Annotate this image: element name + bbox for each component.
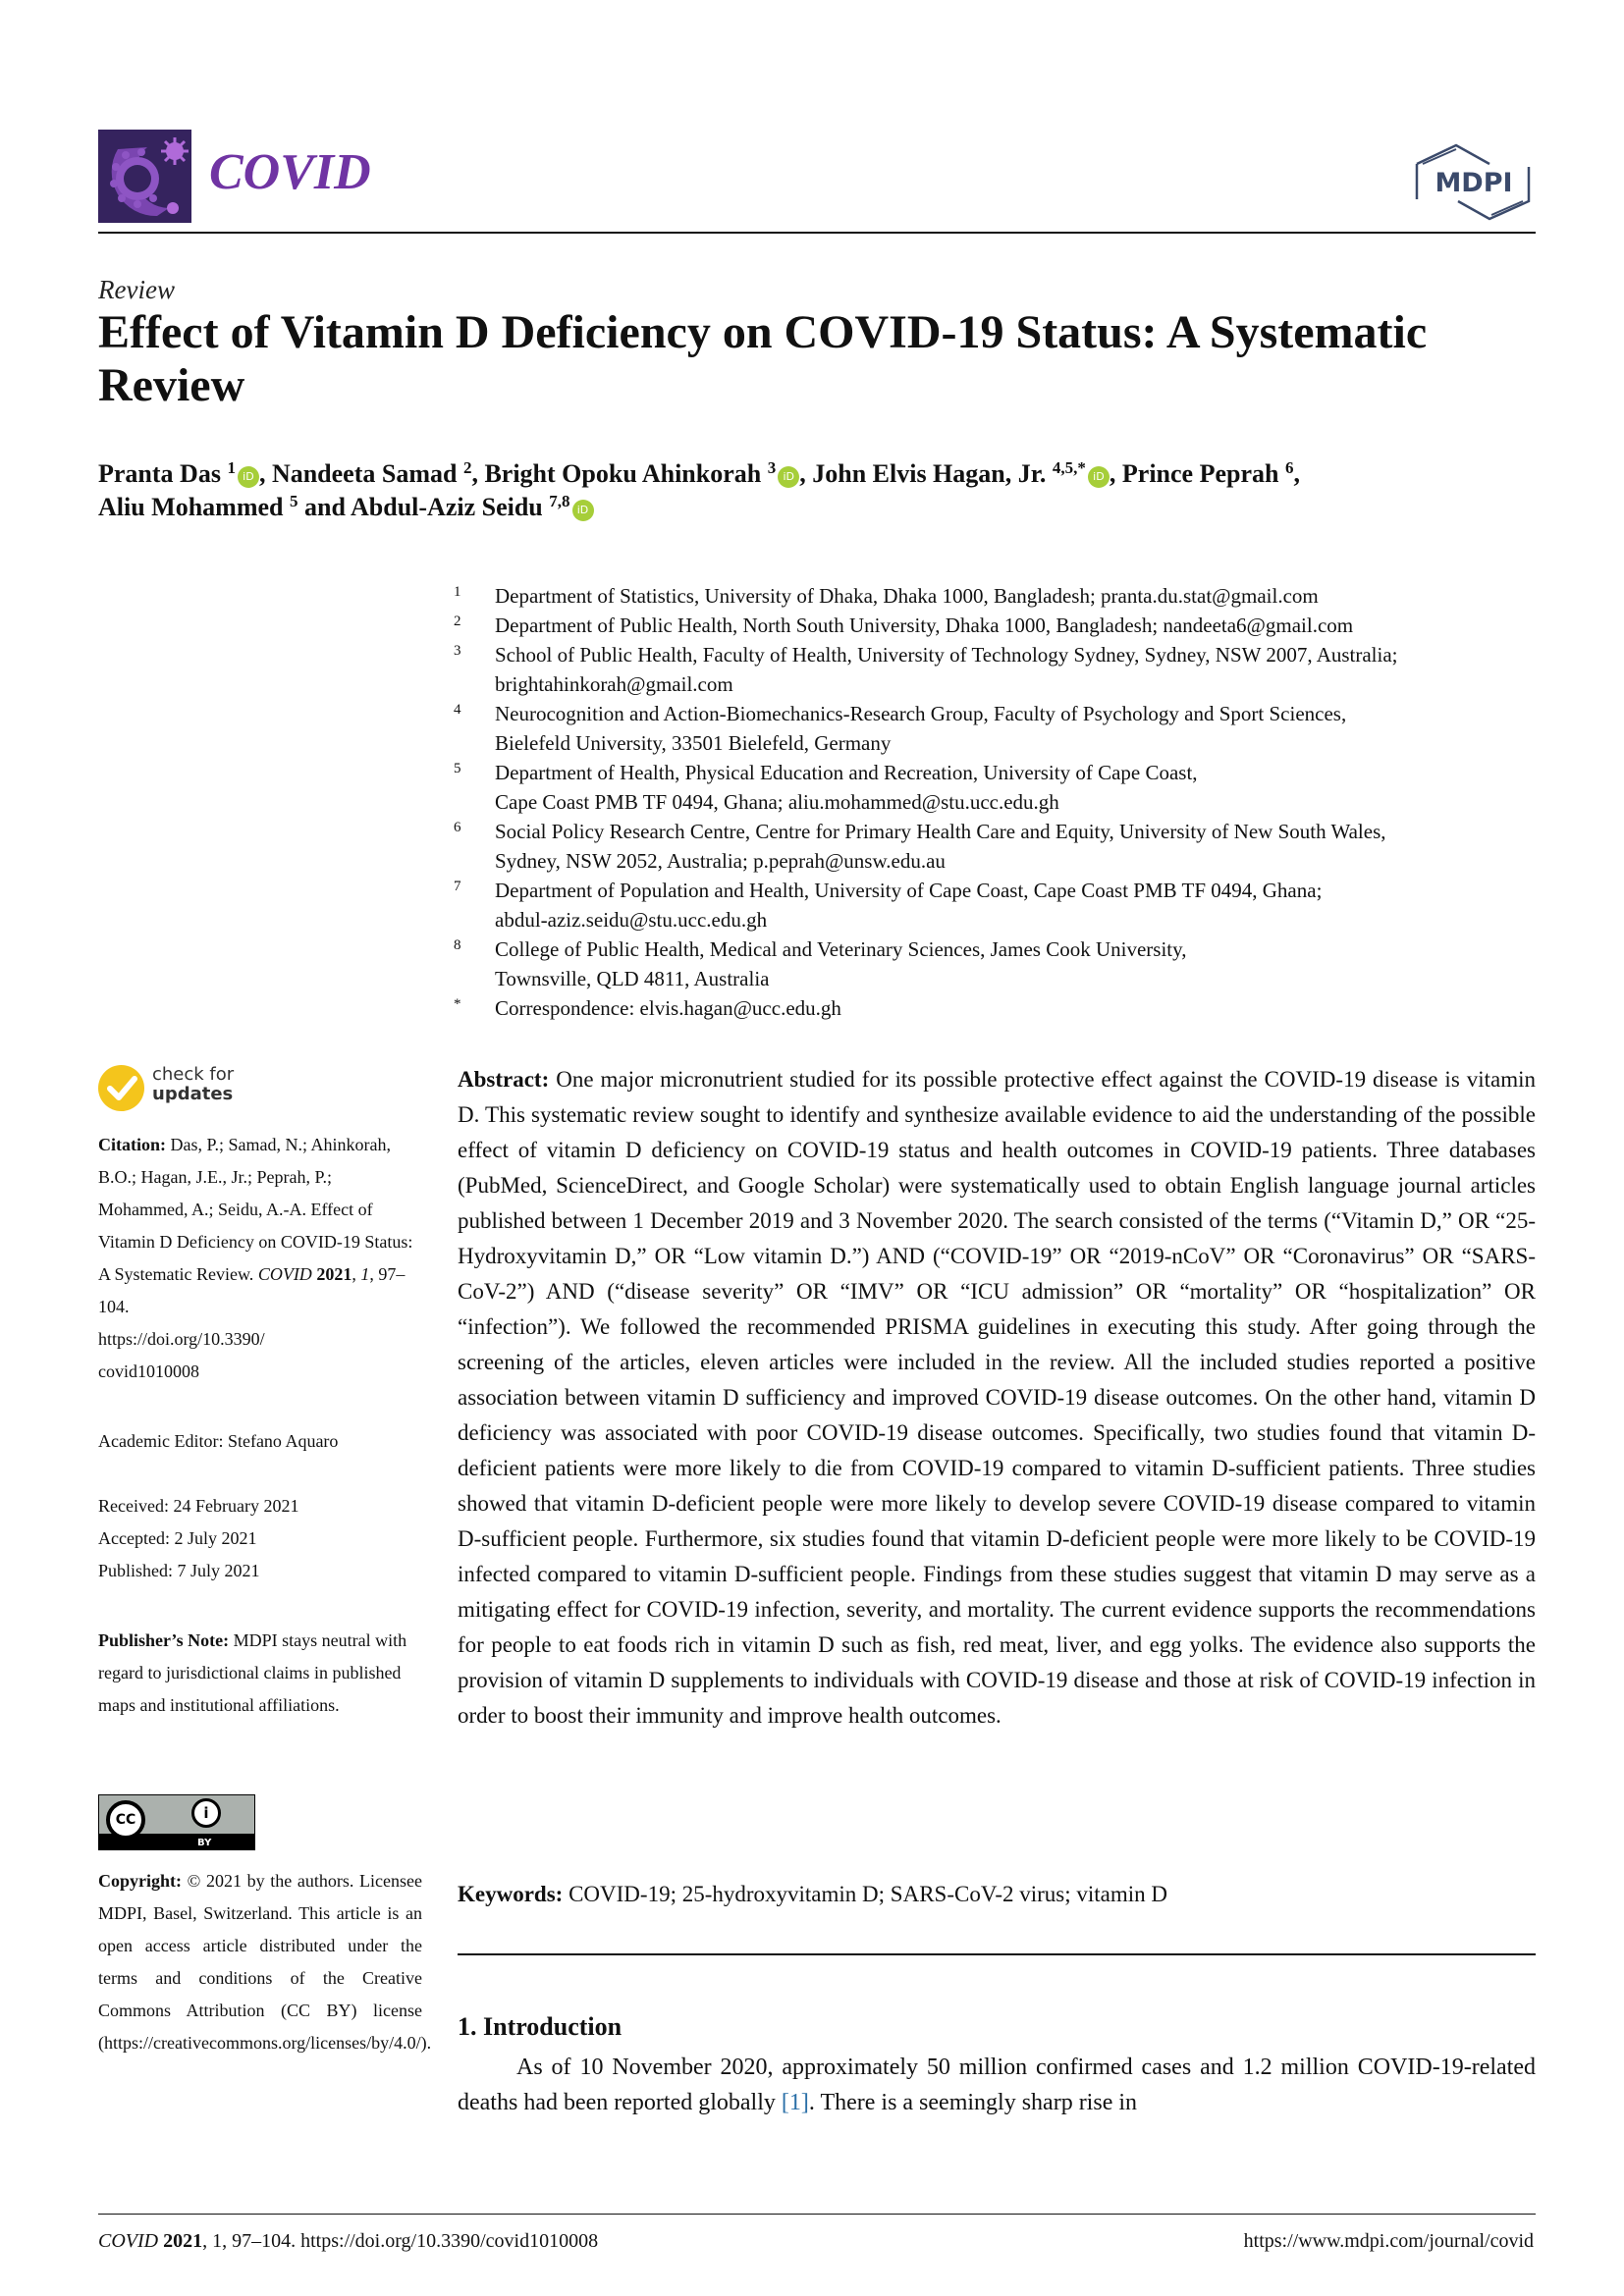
header-rule <box>98 232 1536 234</box>
published-date: Published: 7 July 2021 <box>98 1561 260 1580</box>
affiliation: 2 Department of Public Health, North South University, Dhaka 1000, Bangladesh; nandeeta6@gmail.com <box>454 614 1354 637</box>
affiliation: 7 Department of Population and Health, University of Cape Coast, Cape Coast PMB TF 0494, Ghana; abdul-aziz.seidu@stu.ucc.edu.gh <box>454 879 1323 932</box>
mdpi-hexagon-icon <box>1409 142 1537 221</box>
author[interactable]: John Elvis Hagan, Jr. $^{4,5,*}$ iD <box>812 459 1110 488</box>
orcid-icon[interactable]: iD <box>238 466 259 488</box>
keywords: Keywords: COVID-19; 25-hydroxyvitamin D; SARS-CoV-2 virus; vitamin D <box>458 1882 1168 1906</box>
author[interactable]: Aliu Mohammed $^5$ <box>98 492 298 521</box>
author-list <box>98 457 1542 524</box>
correspondence: * Correspondence: elvis.hagan@ucc.edu.gh <box>454 996 841 1020</box>
orcid-icon[interactable]: iD <box>572 500 594 521</box>
affiliations <box>454 581 1543 1023</box>
author[interactable]: Nandeeta Samad $^2$ <box>271 458 472 488</box>
footer-citation: COVID 2021, 1, 97–104. https://doi.org/10.3390/covid1010008 <box>98 2230 599 2252</box>
academic-editor: Academic Editor: Stefano Aquaro <box>98 1431 339 1451</box>
section-heading: 1. Introduction <box>458 2012 623 2041</box>
svg-text:MDPI: MDPI <box>1435 168 1513 198</box>
journal-logo <box>98 130 191 223</box>
virus-logo-icon <box>98 130 191 223</box>
dates <box>98 1490 422 1587</box>
affiliation: 3 School of Public Health, Faculty of Health, University of Technology Sydney, Sydney, NSW 2007, Australia; brightahinkorah@gmail.com <box>454 643 1398 696</box>
author[interactable]: Bright Opoku Ahinkorah $^3$ iD <box>484 459 799 488</box>
reference-link[interactable]: [1] <box>781 2090 809 2115</box>
intro-paragraph: As of 10 November 2020, approximately 50 million confirmed cases and 1.2 million COVID-19-related deaths had been reported globally [1]. There is a seemingly sharp rise in <box>458 2055 1536 2115</box>
publisher-note: Publisher’s Note: MDPI stays neutral with regard to jurisdictional claims in published maps and institutional affiliations. <box>98 1630 407 1715</box>
orcid-icon[interactable]: iD <box>778 466 799 488</box>
cc-icon: CC <box>106 1800 145 1840</box>
copyright: Copyright: © 2021 by the authors. Licensee MDPI, Basel, Switzerland. This article is an open access article distributed under the terms and conditions of the Creative Commons Attribution (CC BY) license (https://creativecommons.org/licenses/by/4.0/). <box>98 1871 432 2053</box>
affiliation: 6 Social Policy Research Centre, Centre for Primary Health Care and Equity, University of New South Wales, Sydney, NSW 2052, Australia; p.peprah@unsw.edu.au <box>454 820 1386 873</box>
author[interactable]: Pranta Das $^1$ iD <box>98 459 259 488</box>
journal-url-link[interactable]: https://www.mdpi.com/journal/covid <box>1243 2230 1534 2252</box>
article-type: Review <box>98 275 175 304</box>
orcid-icon[interactable]: iD <box>1088 466 1110 488</box>
section-divider <box>458 1953 1536 1955</box>
citation: Citation: Das, P.; Samad, N.; Ahinkorah, B.O.; Hagan, J.E., Jr.; Peprah, P.; Mohammed, A.; Seidu, A.-A. Effect of Vitamin D Deficiency on COVID-19 Status: A Systematic Review. COVID 2021, 1, 97–104. https://doi.org/10.3390/ covid1010008 <box>98 1135 413 1381</box>
attribution-person-icon: i <box>191 1798 221 1828</box>
affiliation: 8 College of Public Health, Medical and Veterinary Sciences, James Cook University, Townsville, QLD 4811, Australia <box>454 937 1187 990</box>
page-title: Effect of Vitamin D Deficiency on COVID-19 Status: A Systematic Review <box>98 306 1428 411</box>
footer-rule <box>98 2214 1536 2215</box>
checkmark-icon <box>98 1065 144 1111</box>
author[interactable]: Prince Peprah $^6$ <box>1121 458 1294 488</box>
cc-by-license-badge[interactable]: CC i BY <box>98 1794 255 1850</box>
author-line-1: Pranta Das $^1$ iD , Nandeeta Samad $^2$, Bright Opoku Ahinkorah $^3$ iD , John Elvis Hagan, Jr. $^{4,5,*}$ iD , Prince Peprah $^6$, <box>98 458 1300 488</box>
author-line-2: Aliu Mohammed $^5$ and Abdul-Aziz Seidu $^{7,8}$ iD <box>98 491 1542 524</box>
check-for-updates-button[interactable]: check for updates <box>98 1065 295 1114</box>
abstract: Abstract: One major micronutrient studied for its possible protective effect against the COVID-19 disease is vitamin D. This systematic review sought to identify and synthesize available evidence to aid the understanding of the possible effect of vitamin D deficiency on COVID-19 status and health outcomes in COVID-19 patients. Three databases (PubMed, ScienceDirect, and Google Scholar) were systematically used to obtain English language journal articles published between 1 December 2019 and 3 November 2020. The search consisted of the terms (“Vitamin D,” OR “25-Hydroxyvitamin D,” OR “Low vitamin D.”) AND (“COVID-19” OR “2019-nCoV” OR “Coronavirus” OR “SARS-CoV-2”) AND (“disease severity” OR “IMV” OR “ICU admission” OR “mortality” OR “hospitalization” OR “infection”). We followed the recommended PRISMA guidelines in executing this study. After going through the screening of the articles, eleven articles were included in the review. All the included studies reported a positive association between vitamin D sufficiency and improved COVID-19 disease outcomes. On the other hand, vitamin D deficiency was associated with poor COVID-19 disease outcomes. Specifically, two studies found that vitamin D-deficient patients were more likely to die from COVID-19 compared to vitamin D-sufficient patients. Three studies showed that vitamin D-deficient people were more likely to develop severe COVID-19 disease compared to vitamin D-sufficient people. Furthermore, six studies found that vitamin D-deficient people were more likely to be COVID-19 infected compared to vitamin D-sufficient people. Findings from these studies suggest that vitamin D may serve as a mitigating effect for COVID-19 infection, severity, and mortality. The current evidence supports the recommendations for people to eat foods rich in vitamin D such as fish, red meat, liver, and egg yolks. The evidence also supports the provision of vitamin D supplements to individuals with COVID-19 disease and those at risk of COVID-19 infection in order to boost their immunity and improve health outcomes. <box>458 1067 1537 1728</box>
accepted-date: Accepted: 2 July 2021 <box>98 1528 257 1548</box>
affiliation: 5 Department of Health, Physical Education and Recreation, University of Cape Coast, Cape Coast PMB TF 0494, Ghana; aliu.mohammed@stu.ucc.edu.gh <box>454 761 1198 814</box>
received-date: Received: 24 February 2021 <box>98 1496 299 1516</box>
affiliation: 1 Department of Statistics, University of Dhaka, Dhaka 1000, Bangladesh; pranta.du.stat@gmail.com <box>454 584 1319 608</box>
author[interactable]: Abdul-Aziz Seidu $^{7,8}$ iD <box>351 493 594 521</box>
doi-link[interactable]: https://doi.org/10.3390/ covid1010008 <box>98 1329 265 1381</box>
mdpi-logo <box>1409 142 1537 221</box>
affiliation: 4 Neurocognition and Action-Biomechanics-Research Group, Faculty of Psychology and Sport Sciences, Bielefeld University, 33501 Bielefeld, Germany <box>454 702 1347 755</box>
journal-name: COVID <box>209 144 371 200</box>
